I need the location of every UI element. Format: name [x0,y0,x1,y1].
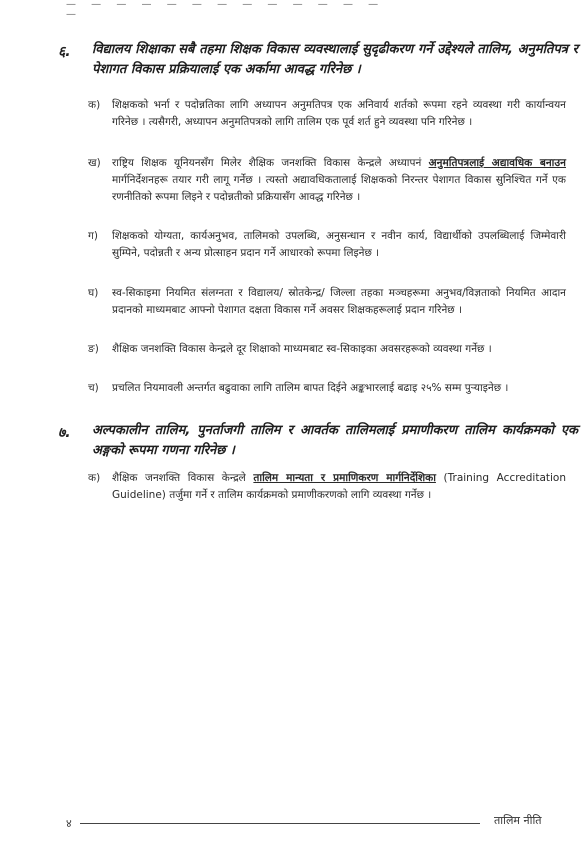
item-label: च) [88,382,99,394]
item-label: क) [88,99,101,111]
item-text-part: मार्गनिर्देशनहरू तयार गरी लागू गर्नेछ । त्यस्तो अद्यावधिकतालाई शिक्षकको निरन्तर पेशागत विकास सुनिश्चित गर्ने एक रणनीतिको रूपमा लिइने र पदोन्नतीको प्रक्रियासँग आवद्ध गरिनेछ । [112,174,566,203]
footer-divider [80,823,480,824]
item-text: शिक्षकको भर्ना र पदोन्नतिका लागि अध्यापन अनुमतिपत्र एक अनिवार्य शर्तको रूपमा रहने व्यवस्था गरी कार्यान्वयन गरिनेछ । त्यसैगरी, अध्यापन अनुमतिपत्रको लागि तालिम एक पूर्व शर्त हुने व्यवस्था पनि गरिनेछ । [112,99,566,128]
underlined-phrase: अनुमतिपत्रलाई अद्यावधिक बनाउन [428,157,566,169]
item-label: ख) [88,157,101,169]
section-number: ७. [58,425,71,441]
item-text: शिक्षकको योग्यता, कार्यअनुभव, तालिमको उपलब्धि, अनुसन्धान र नवीन कार्य, विद्यार्थीको उपलब्धिलाई जिम्मेवारी सुम्पिने, पदोन्नती र अन्य प्रोत्साहन प्रदान गर्ने आधारको रूपमा लिइनेछ । [112,230,566,259]
item-label: ङ) [88,343,99,355]
item-label: क) [88,472,101,484]
item-text-part: राष्ट्रिय शिक्षक यूनियनसँग मिलेर शैक्षिक जनशक्ति विकास केन्द्रले अध्यापनं [112,157,429,169]
item-text [112,470,566,504]
item-text-part: (Training Accreditation Guideline) तर्जुमा गर्ने र तालिम कार्यक्रमको प्रमाणीकरणको लागि व्यवस्था गर्नेछ । [112,472,567,501]
cropped-previous-line: — — — — — — — — — — — — — — [66,0,385,20]
item-text: प्रचलित नियमावली अन्तर्गत बढुवाका लागि तालिम बापत दिईने अङ्कभारलाई बढाइ २५% सम्म पुऱ्याइनेछ । [112,382,509,394]
underlined-phrase: तालिम मान्यता र प्रमाणिकरण मार्गनिर्देशिका [253,472,436,484]
item-text-part: शैक्षिक जनशक्ति विकास केन्द्रले [112,472,254,484]
item-text: स्व-सिकाइमा नियमित संलग्नता र विद्यालय/ स्रोतकेन्द्र/ जिल्ला तहका मञ्चहरूमा अनुभव/विज्ञताको नियमित आदान प्रदानको माध्यमबाट आफ्नो पेशागत दक्षता विकास गर्ने अवसर शिक्षकहरूलाई प्रदान गरिनेछ । [112,287,566,316]
section-title: अल्पकालीन तालिम, पुनर्ताजगी तालिम र आवर्तक तालिमलाई प्रमाणीकरण तालिम कार्यक्रमको एक अङ्गको रूपमा गणना गरिनेछ । [92,423,578,458]
section-title: विद्यालय शिक्षाका सबै तहमा शिक्षक विकास व्यवस्थालाई सुदृढीकरण गर्ने उद्देश्यले तालिम, अनुमतिपत्र र पेशागत विकास प्रक्रियालाई एक अर्कामा आवद्ध गरिनेछ । [92,42,578,77]
item-label: ग) [88,230,99,242]
running-footer-title: तालिम नीति [494,814,542,827]
item-label: घ) [88,287,99,299]
item-text: शैक्षिक जनशक्ति विकास केन्द्रले दूर शिक्षाको माध्यमबाट स्व-सिकाइका अवसरहरूको व्यवस्था गर्नेछ । [112,343,492,355]
section-number: ६. [58,44,71,60]
page-number: ४ [66,817,72,830]
item-text [112,155,566,206]
